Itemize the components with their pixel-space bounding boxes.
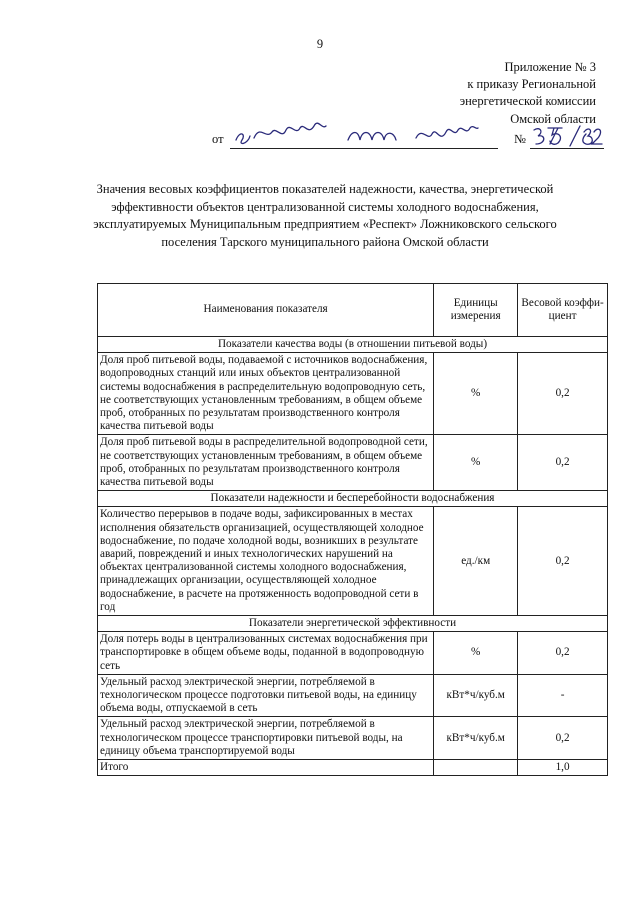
appendix-line: Приложение № 3 xyxy=(504,60,596,74)
indicator-unit: ед./км xyxy=(434,507,518,616)
indicator-name: Удельный расход электрической энергии, потребляемой в технологическом процессе подготовки питьевой воды, на единицу объема воды, отпускаемой в сеть xyxy=(98,674,434,717)
indicator-unit: кВт*ч/куб.м xyxy=(434,717,518,760)
indicator-unit: % xyxy=(434,435,518,491)
appendix-line: энергетической комиссии xyxy=(459,94,596,109)
table-row xyxy=(98,674,608,717)
indicator-weight: 0,2 xyxy=(518,353,608,435)
indicator-weight: 0,2 xyxy=(518,435,608,491)
section-title: Показатели качества воды (в отношении питьевой воды) xyxy=(98,337,608,353)
appendix-line: Омской области xyxy=(510,111,596,126)
indicator-unit: кВт*ч/куб.м xyxy=(434,674,518,717)
header-weight: Весовой коэффи-циент xyxy=(518,284,608,337)
indicator-weight: - xyxy=(518,674,608,717)
table-row xyxy=(98,353,608,435)
table-row xyxy=(98,507,608,616)
number-signature-scribble xyxy=(530,122,604,148)
indicator-name: Доля проб питьевой воды, подаваемой с источников водоснабжения, водопроводных станций или иных объектов централизованной системы водоснабжения в распределительную водопроводную сеть, не соответствующих установленным требованиям, в общем объеме проб, отобранных по результатам производственного контроля качества питьевой воды xyxy=(98,353,434,435)
appendix-line: к приказу Региональной xyxy=(467,77,596,92)
date-signature-scribble xyxy=(230,122,498,148)
indicator-name: Количество перерывов в подаче воды, зафиксированных в местах исполнения обязательств организацией, осуществляющей холодное водоснабжение, по подаче холодной воды, возникших в результате аварий, повреждений и иных технологических нарушений на объектах централизованной системы холодного водоснабжения, принадлежащих организации, осуществляющей холодное водоснабжение, в расчете на протяженность водопроводной сети в год xyxy=(98,507,434,616)
total-unit xyxy=(434,760,518,776)
indicator-name: Доля проб питьевой воды в распределительной водопроводной сети, не соответствующих установленным требованиям, в общем объеме проб, отобранных по результатам производственного контроля качества питьевой воды xyxy=(98,435,434,491)
document-title: Значения весовых коэффициентов показателей надежности, качества, энергетической эффективности объектов централизованной системы холодного водоснабжения, эксплуатируемых Муниципальным предприятием «Респект» Ложниковского сельского поселения Тарского муниципального района Омской области xyxy=(93,182,557,249)
section-title: Показатели надежности и бесперебойности водоснабжения xyxy=(98,491,608,507)
indicator-unit: % xyxy=(434,353,518,435)
order-reference xyxy=(212,122,612,150)
indicator-unit: % xyxy=(434,632,518,675)
page-number: 9 xyxy=(316,37,324,51)
table-row xyxy=(98,717,608,760)
indicator-weight: 0,2 xyxy=(518,507,608,616)
section-row xyxy=(98,337,608,353)
section-row xyxy=(98,491,608,507)
indicator-weight: 0,2 xyxy=(518,717,608,760)
total-weight: 1,0 xyxy=(518,760,608,776)
section-row xyxy=(98,616,608,632)
appendix-block xyxy=(460,59,596,128)
header-indicator-name: Наименования показателя xyxy=(98,284,434,337)
table-row xyxy=(98,435,608,491)
order-date-handwritten xyxy=(230,122,498,149)
table-header-row xyxy=(98,284,608,337)
order-number-label: № xyxy=(514,132,526,146)
indicator-weight: 0,2 xyxy=(518,632,608,675)
total-label: Итого xyxy=(98,760,434,776)
section-title: Показатели энергетической эффективности xyxy=(98,616,608,632)
table-row xyxy=(98,632,608,675)
total-row xyxy=(98,760,608,776)
weights-table xyxy=(97,283,608,776)
order-from-label: от xyxy=(212,132,224,146)
indicator-name: Доля потерь воды в централизованных системах водоснабжения при транспортировке в общем объеме воды, поданной в водопроводную сеть xyxy=(98,632,434,675)
order-number-handwritten xyxy=(530,122,604,149)
header-unit: Единицы измерения xyxy=(434,284,518,337)
indicator-name: Удельный расход электрической энергии, потребляемой в технологическом процессе транспортировки питьевой воды, на единицу объема транспортируемой воды xyxy=(98,717,434,760)
